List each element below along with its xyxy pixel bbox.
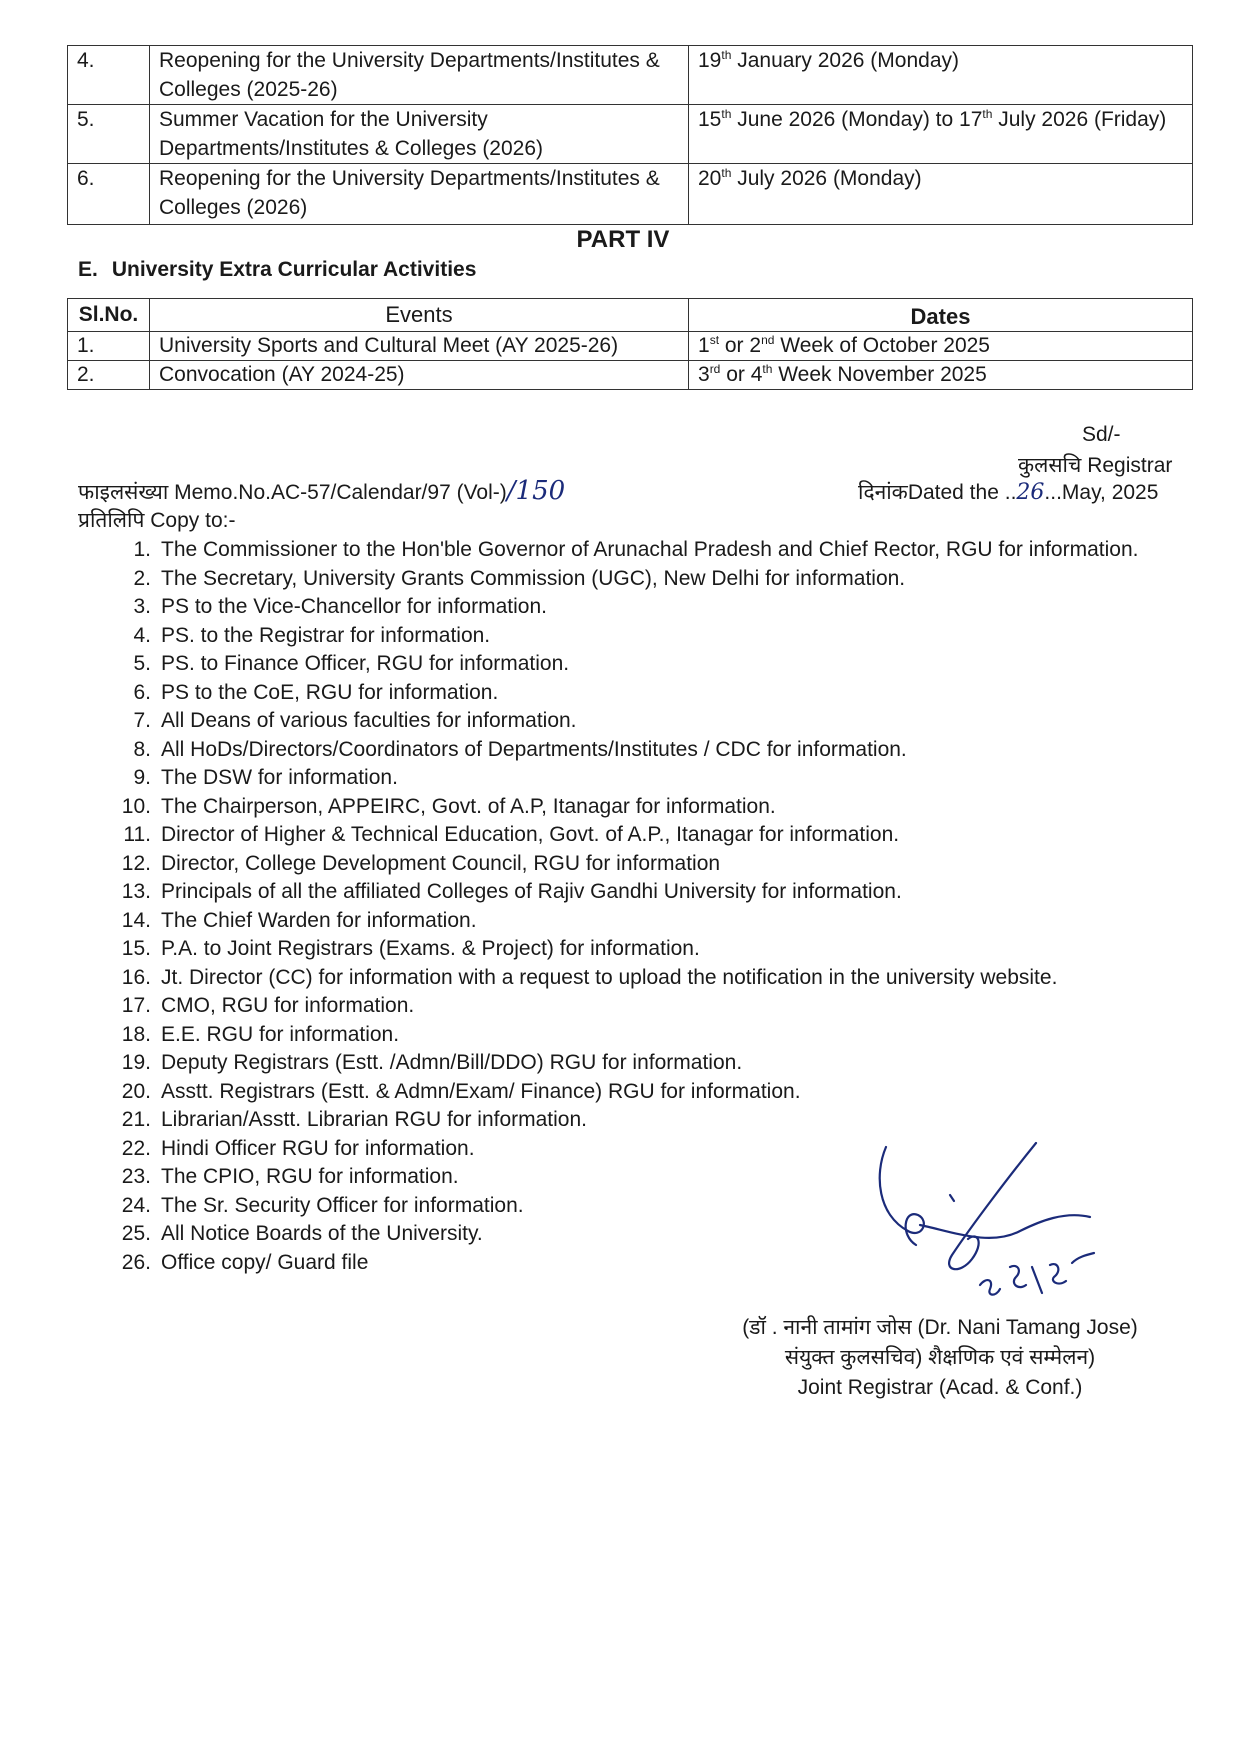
list-item-text: PS to the Vice-Chancellor for information. [161,595,547,618]
list-item-text: The CPIO, RGU for information. [161,1165,459,1188]
list-item [110,536,1138,565]
list-item-number: 2. [133,566,151,590]
list-item-text: Librarian/Asstt. Librarian RGU for information. [161,1108,587,1131]
list-item-text: Hindi Officer RGU for information. [161,1136,475,1160]
list-item [110,1106,1138,1135]
list-item-text: The DSW for information. [161,766,398,789]
list-item-number: 18. [121,1022,151,1046]
part-title: PART IV [576,226,670,253]
list-item [110,907,1138,936]
list-item-text: All HoDs/Directors/Coordinators of Departments/Institutes / CDC for information. [161,737,907,761]
list-item-number: 22. [121,1136,151,1160]
list-item-number: 25. [121,1222,151,1245]
list-item [110,707,1138,736]
list-item-text: PS. to the Registrar for information. [161,623,491,647]
event-cell: Summer Vacation for the University Departments/Institutes & Colleges (2026) [150,105,689,164]
header-dates: Dates [689,299,1193,332]
list-item-text: Office copy/ Guard file [161,1250,369,1274]
list-item [110,593,1138,622]
list-item-number: 9. [133,766,151,789]
list-item-text: Director of Higher & Technical Education, Govt. of A.P., Itanagar for information. [161,823,900,846]
list-item [110,679,1138,708]
date-cell: 20th July 2026 (Monday) [689,164,1193,225]
list-item-number: 19. [121,1051,151,1074]
list-item [110,850,1138,879]
list-item [110,964,1138,993]
list-item [110,1078,1138,1107]
list-item-number: 16. [121,965,151,989]
date-cell: 15th June 2026 (Monday) to 17th July 2026 (Friday) [689,105,1193,164]
list-item-number: 20. [121,1079,151,1103]
list-item-number: 14. [121,908,151,932]
event-cell: University Sports and Cultural Meet (AY 2025-26) [150,332,689,361]
list-item-text: PS. to Finance Officer, RGU for information. [161,652,570,675]
list-item-text: All Deans of various faculties for information. [161,709,577,732]
event-cell: Convocation (AY 2024-25) [150,361,689,390]
list-item [110,1049,1138,1078]
list-item [110,821,1138,850]
list-item [110,1021,1138,1050]
row-number: 6. [68,164,150,225]
signatory-title: Joint Registrar (Acad. & Conf.) [797,1376,1083,1399]
list-item-number: 12. [121,851,151,875]
list-item-text: The Commissioner to the Hon'ble Governor of Arunachal Pradesh and Chief Rector, RGU for information. [161,538,1139,561]
table-header-row [68,299,1193,332]
list-item-number: 23. [121,1165,151,1188]
list-item-number: 10. [121,794,151,818]
list-item [110,764,1138,793]
list-item-text: CMO, RGU for information. [161,994,415,1017]
signatory-title-hindi: संयुक्त कुलसचिव) शैक्षणिक एवं सम्मेलन) [784,1346,1096,1369]
event-cell: Reopening for the University Departments/Institutes & Colleges (2026) [150,164,689,225]
list-item-number: 26. [121,1250,151,1274]
list-item-number: 5. [133,652,151,675]
calendar-table [67,45,1193,225]
list-item [110,650,1138,679]
list-item [110,736,1138,765]
copy-to-heading: प्रतिलिपि Copy to:- [78,509,236,532]
list-item [110,935,1138,964]
list-item-number: 21. [121,1108,151,1131]
row-number: 5. [68,105,150,164]
list-item-number: 6. [133,680,151,704]
list-item-text: PS to the CoE, RGU for information. [161,680,499,704]
list-item [110,622,1138,651]
header-events: Events [150,299,689,332]
date-cell: 3rd or 4th Week November 2025 [689,361,1193,390]
list-item-number: 15. [121,937,151,960]
list-item-number: 13. [121,880,151,903]
section-title: University Extra Curricular Activities [111,258,477,281]
table-row [68,332,1193,361]
sd-mark: Sd/- [1082,423,1121,446]
list-item-text: E.E. RGU for information. [161,1022,400,1046]
list-item-number: 17. [121,994,151,1017]
signatory-block [700,1313,1180,1403]
row-number: 1. [68,332,150,361]
header-slno: Sl.No. [68,299,150,332]
signatory-name: (डॉ . नानी तामांग जोस (Dr. Nani Tamang Jose) [742,1316,1138,1339]
memo-date: दिनांकDated the ..26...May, 2025 [858,480,1159,505]
date-cell: 19th January 2026 (Monday) [689,46,1193,105]
list-item-text: Principals of all the affiliated Colleges of Rajiv Gandhi University for information. [161,880,902,903]
row-number: 2. [68,361,150,390]
handwritten-date: 26 [1016,480,1045,505]
activities-table [67,298,1193,390]
list-item-number: 1. [133,538,151,561]
section-heading [78,258,476,282]
list-item-text: Deputy Registrars (Estt. /Admn/Bill/DDO) RGU for information. [161,1051,743,1074]
section-label: E. [78,258,98,281]
list-item-number: 4. [133,623,151,647]
list-item-text: Jt. Director (CC) for information with a request to upload the notification in the university website. [161,965,1058,989]
list-item-text: All Notice Boards of the University. [161,1222,483,1245]
list-item-number: 7. [133,709,151,732]
row-number: 4. [68,46,150,105]
list-item-text: The Secretary, University Grants Commission (UGC), New Delhi for information. [161,566,906,590]
handwritten-signature [860,1135,1120,1315]
registrar-label: कुलसचि Registrar [1018,454,1173,477]
event-cell: Reopening for the University Departments/Institutes & Colleges (2025-26) [150,46,689,105]
list-item-number: 11. [123,823,151,846]
list-item-number: 24. [121,1193,151,1217]
handwritten-memo-no: /150 [506,476,566,506]
list-item-text: Director, College Development Council, RGU for information [161,851,721,875]
table-row [68,164,1193,225]
table-row [68,46,1193,105]
list-item [110,992,1138,1021]
list-item [110,793,1138,822]
list-item-text: The Chairperson, APPEIRC, Govt. of A.P, Itanagar for information. [161,794,776,818]
list-item-text: The Sr. Security Officer for information. [161,1193,524,1217]
list-item [110,565,1138,594]
list-item-text: P.A. to Joint Registrars (Exams. & Project) for information. [161,937,700,960]
list-item-text: The Chief Warden for information. [161,908,477,932]
list-item-number: 3. [133,595,151,618]
table-row [68,361,1193,390]
list-item-number: 8. [133,737,151,761]
table-row [68,105,1193,164]
list-item-text: Asstt. Registrars (Estt. & Admn/Exam/ Finance) RGU for information. [161,1079,801,1103]
date-cell: 1st or 2nd Week of October 2025 [689,332,1193,361]
list-item [110,878,1138,907]
memo-number: फाइलसंख्या Memo.No.AC-57/Calendar/97 (Vol-)/150 [78,476,566,506]
